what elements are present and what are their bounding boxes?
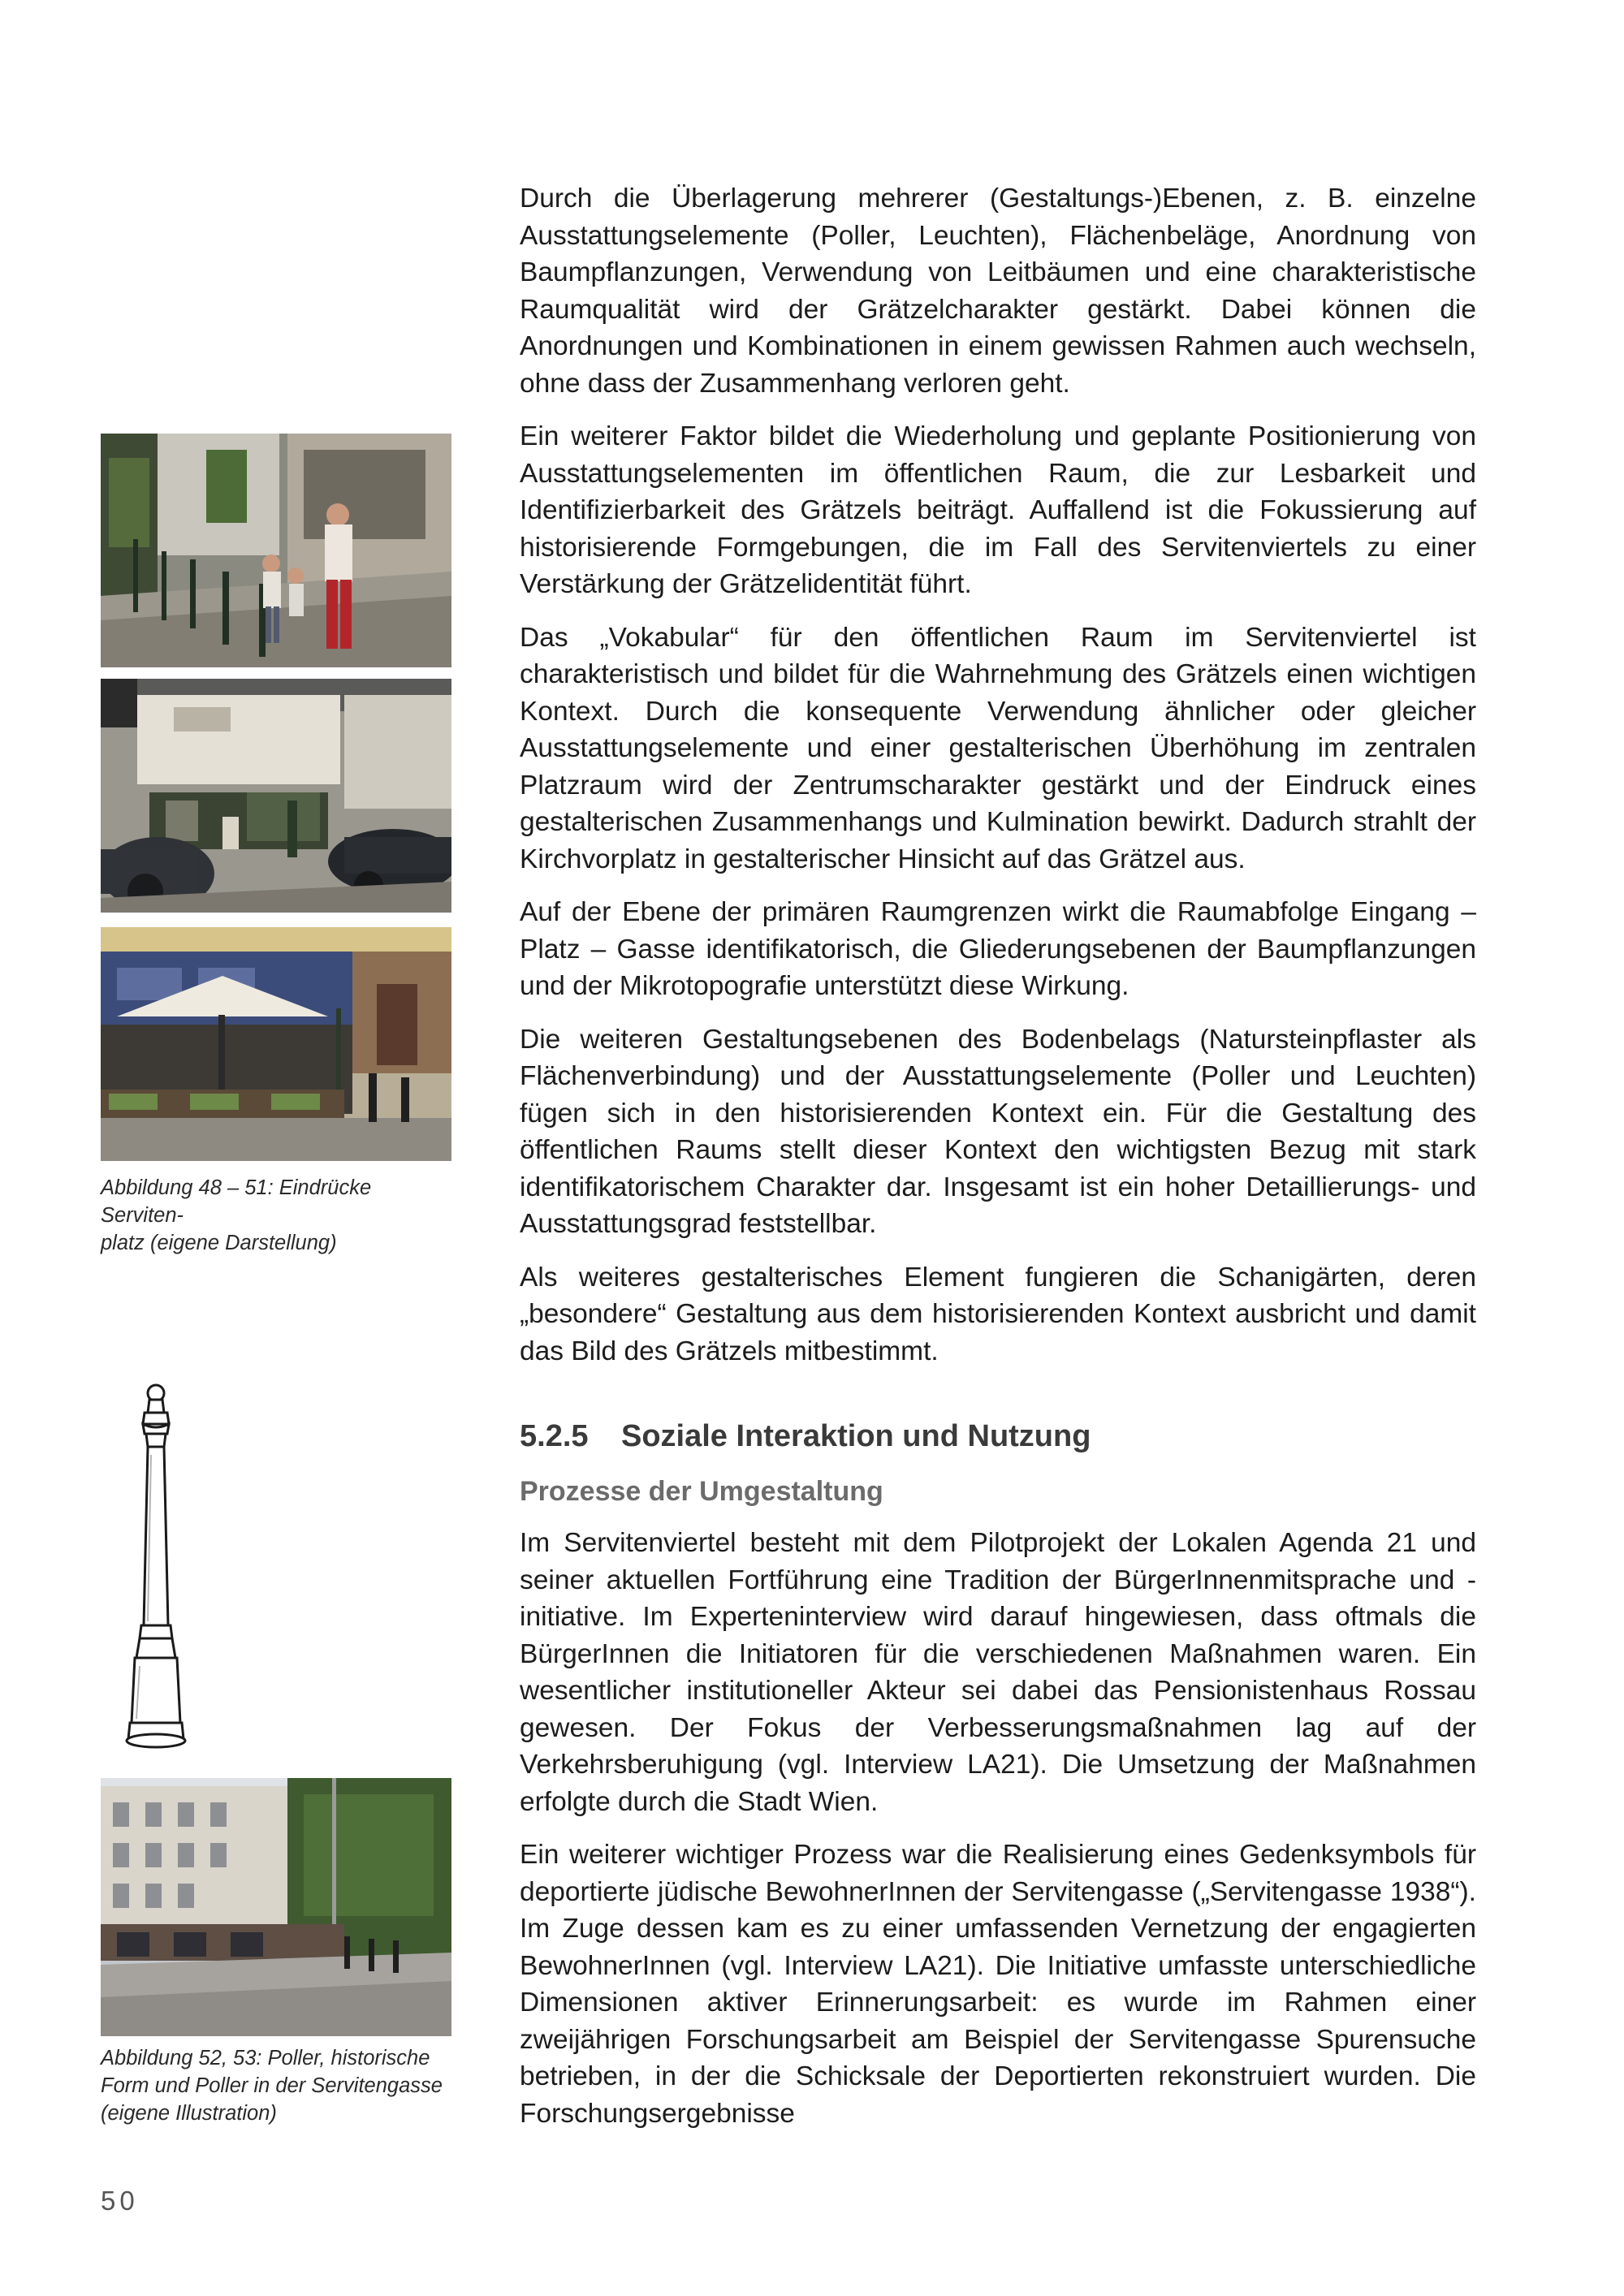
main-text-column [520,180,1476,2148]
caption-text: Abbildung 52, 53: Poller, historische Form und Poller in der Servitengasse (eigene Illustration) [101,2047,443,2125]
body-paragraph: Im Servitenviertel besteht mit dem Pilotprojekt der Lokalen Agenda 21 und seiner aktuellen Fortführung eine Tradition der BürgerInnenmitsprache und -initiative. Im Experteninterview wird darauf hingewiesen, dass oftmals die BürgerInnen die Initiatoren für die verschiedenen Maßnahmen waren. Ein wesentlicher institutioneller Akteur sei dabei das Pensionistenhaus Rossau gewesen. Der Fokus der Verbesserungsmaßnahmen lag auf der Verkehrsberuhigung (vgl. Interview LA21). Die Umsetzung der Maßnahmen erfolgte durch die Stadt Wien. [520,1528,1476,1817]
photo-street-cafe-car [101,679,451,913]
photo-street-bollards [101,434,451,667]
section-heading [520,1418,1476,1456]
body-paragraph: Ein weiterer wichtiger Prozess war die Realisierung eines Gedenksymbols für deportierte jüdische BewohnerInnen der Servitengasse („Servitengasse 1938“). Im Zuge dessen kam es zu einer umfassenden Vernetzung der engagierten BewohnerInnen (vgl. Interview LA21). Die Initiative umfasste unterschiedliche Dimensionen aktiver Erinnerungsarbeit: es wurde im Rahmen einer zweijährigen Forschungsarbeit am Beispiel der Servitengasse Spurensuche betrieben, in der die Schicksale der Deportierten rekonstruiert wurden. Die Forschungsergebnisse [520,1840,1476,2129]
figure-caption [101,2044,458,2127]
body-paragraph: Ein weiterer Faktor bildet die Wiederholung und geplante Positionierung von Ausstattungselementen im öffentlichen Raum, die zur Lesbarkeit und Identifizierbarkeit des Grätzels beiträgt. Auffallend ist die Fokussierung auf historisierende Formgebungen, die im Fall des Servitenviertels zu einer Verstärkung der Grätzelidentität führt. [520,421,1476,599]
bollard-illustration [115,1382,237,1755]
subheading: Prozesse der Umgestaltung [520,1475,883,1507]
body-paragraph: Die weiteren Gestaltungsebenen des Bodenbelags (Natursteinpflaster als Flächenverbindung) und der Ausstattungselemente (Poller und Leuchten) fügen sich in den historisierenden Kontext ein. Für die Gestaltung des öffentlichen Raums stellt dieser Kontext den wichtigsten Bezug mit stark identifikatorischem Charakter dar. Insgesamt ist ein hoher Detaillierungs- und Ausstattungsgrad feststellbar. [520,1024,1476,1239]
page-number: 50 [101,2186,139,2216]
photo-servitengasse [101,1778,451,2036]
body-paragraph: Als weiteres gestalterisches Element fungieren die Schanigärten, deren „besondere“ Gestaltung aus dem historisierenden Kontext ausbricht und damit das Bild des Grätzels mitbestimmt. [520,1262,1476,1366]
body-paragraph: Auf der Ebene der primären Raumgrenzen wirkt die Raumabfolge Eingang – Platz – Gasse identifikatorisch, die Gliederungsebenen der Baumpflanzungen und der Mikrotopografie unterstützt diese Wirkung. [520,897,1476,1001]
photo-schanigarten-umbrella [101,927,451,1161]
section-number: 5.2.5 [520,1419,589,1453]
caption-text: Abbildung 48 – 51: Eindrücke Serviten- platz (eigene Darstellung) [101,1176,372,1254]
body-paragraph: Das „Vokabular“ für den öffentlichen Raum im Servitenviertel ist charakteristisch und bildet für die Wahrnehmung des Grätzels einen wichtigen Kontext. Durch die konsequente Verwendung ähnlicher oder gleicher Ausstattungselemente und einer gestalterischen Überhöhung im zentralen Platzraum wird der Zentrumscharakter gestärkt und der Eindruck eines gestalterischen Zusammenhangs und Kulmination bewirkt. Dadurch strahlt der Kirchvorplatz in gestalterischer Hinsicht auf das Grätzel aus. [520,622,1476,874]
figure-caption [101,1174,458,1257]
section-title: Soziale Interaktion und Nutzung [621,1419,1091,1453]
body-paragraph: Durch die Überlagerung mehrerer (Gestaltungs-)Ebenen, z. B. einzelne Ausstattungselemente (Poller, Leuchten), Flächenbeläge, Anordnung von Baumpflanzungen, Verwendung von Leitbäumen und eine charakteristische Raumqualität wird der Grätzelcharakter gestärkt. Dabei können die Anordnungen und Kombinationen in einem gewissen Rahmen auch wechseln, ohne dass der Zusammenhang verloren geht. [520,183,1476,399]
